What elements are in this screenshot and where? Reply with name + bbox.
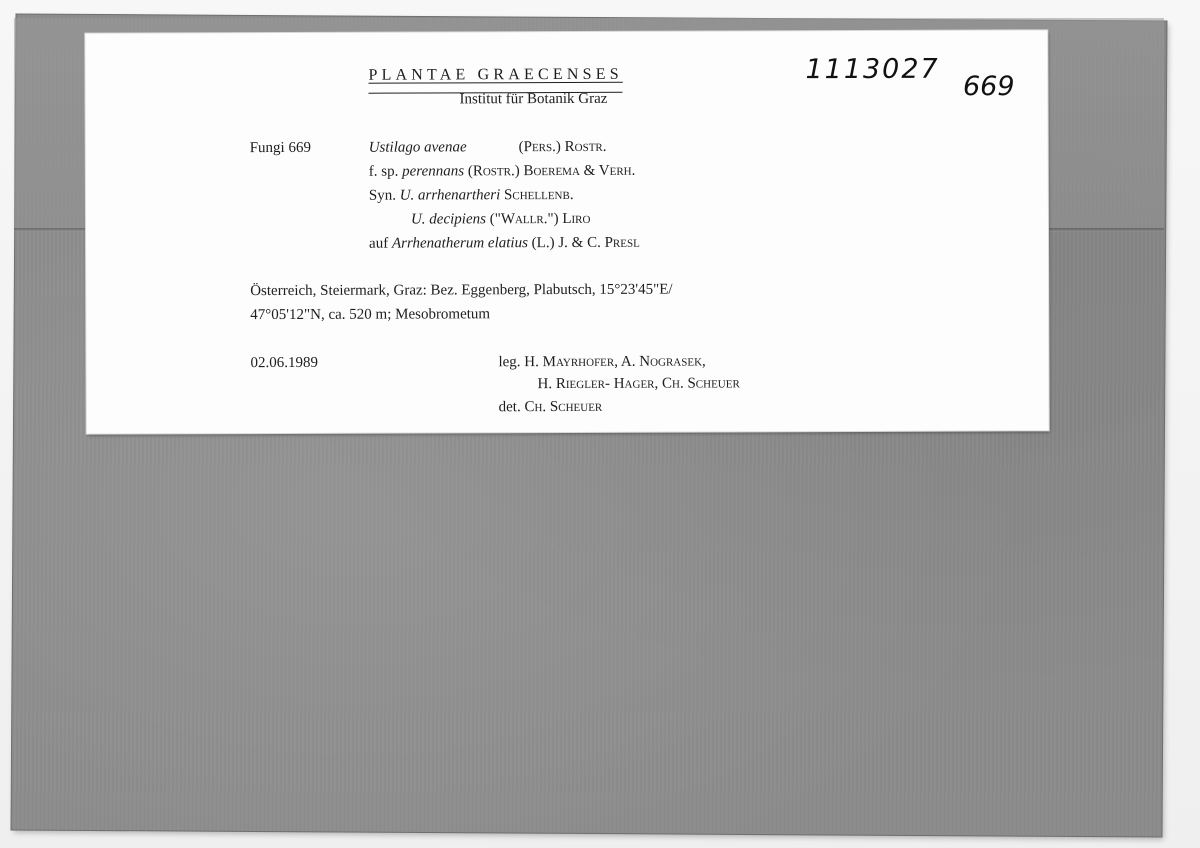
series-title: PLANTAE GRAECENSES	[368, 65, 623, 84]
fungi-number: Fungi 669	[249, 139, 311, 157]
taxon-line-3	[369, 186, 574, 205]
collection-date: 02.06.1989	[250, 354, 318, 372]
synonym-author-2: ("Wallr.") Liro	[489, 210, 591, 228]
collectors-names-2: H. Riegler- Hager, Ch. Scheuer	[537, 375, 740, 393]
taxon-line-5	[369, 234, 640, 253]
forma-specialis-author: (Rostr.) Boerema & Verh.	[467, 162, 636, 180]
corner-handwritten-number: 669	[963, 71, 1015, 102]
det-prefix: det.	[498, 399, 521, 416]
taxon-line-4	[411, 210, 591, 229]
locality-line-1: Österreich, Steiermark, Graz: Bez. Eggenberg, Plabutsch, 15°23'45"E/	[250, 281, 673, 300]
collectors-line-2	[537, 374, 739, 393]
herbarium-label	[85, 30, 1048, 433]
institute-name: Institut für Botanik Graz	[459, 90, 608, 108]
host-prefix: auf	[369, 235, 389, 252]
determiner-line	[499, 398, 603, 416]
collectors-names-1: H. Mayrhofer, A. Nograsek,	[524, 353, 706, 371]
collectors-line-1	[498, 353, 705, 372]
locality-line-2: 47°05'12"N, ca. 520 m; Mesobrometum	[250, 306, 491, 324]
host-name: Arrhenatherum elatius	[391, 235, 528, 252]
species-name: Ustilago avenae	[368, 139, 467, 156]
handwritten-accession-number: 1113027	[805, 53, 940, 86]
leg-prefix: leg.	[498, 354, 521, 371]
synonym-name-1: U. arrhenartheri	[399, 187, 501, 204]
taxon-line-1	[369, 138, 607, 157]
synonym-name-2: U. decipiens	[410, 211, 486, 228]
synonym-prefix: Syn.	[368, 187, 396, 204]
host-author: (L.) J. & C. Presl	[531, 234, 640, 252]
species-author: (Pers.) Rostr.	[518, 138, 607, 156]
forma-specialis-name: perennans	[402, 163, 465, 180]
taxon-line-2	[369, 162, 636, 181]
forma-specialis-prefix: f. sp.	[368, 163, 399, 180]
determiner-name: Ch. Scheuer	[524, 398, 603, 416]
synonym-author-1: Schellenb.	[503, 186, 574, 204]
